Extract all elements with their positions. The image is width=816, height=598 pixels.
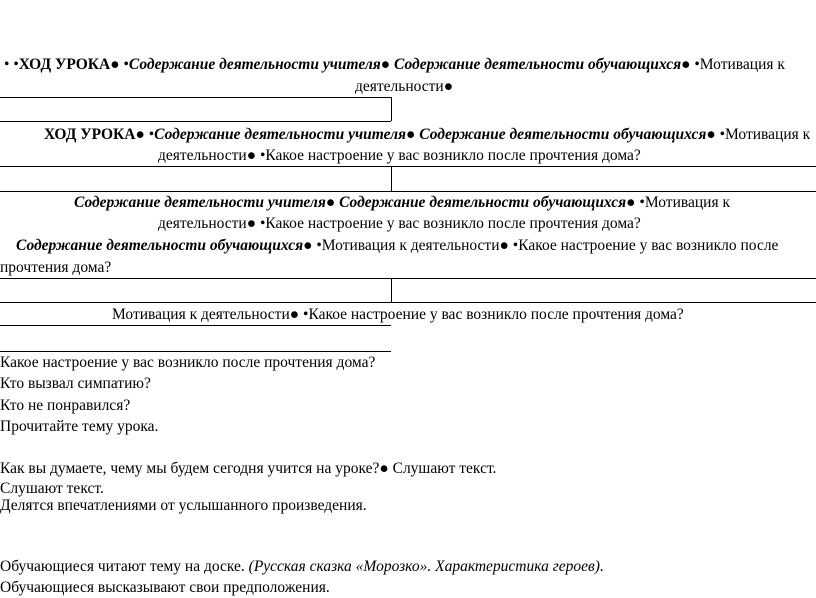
table-rule — [0, 166, 816, 167]
header-line-2: ХОД УРОКА● •Содержание деятельности учителя● Содержание деятельности обучающихся● •Мотивация к — [44, 126, 811, 143]
header-line-3b: деятельности● •Какое настроение у вас возникло после прочтения дома? — [158, 215, 641, 232]
header-line-5: Мотивация к деятельности● •Какое настроение у вас возникло после прочтения дома? — [112, 306, 684, 323]
header-line-2b: деятельности● •Какое настроение у вас возникло после прочтения дома? — [158, 147, 641, 164]
col3-title: Содержание деятельности обучающихся — [394, 56, 682, 73]
text-line: Кто не понравился? — [0, 397, 131, 414]
header-line-4: Содержание деятельности обучающихся● •Мотивация к деятельности● •Какое настроение у вас возникло после — [16, 237, 779, 254]
table-rule — [0, 97, 391, 98]
header-line-1: • •ХОД УРОКА● •Содержание деятельности учителя● Содержание деятельности обучающихся● •Мотивация к — [4, 56, 785, 73]
text-line: Делятся впечатлениями от услышанного произведения. — [0, 497, 367, 514]
text-line: Какое настроение у вас возникло после прочтения дома? — [0, 354, 376, 371]
table-rule — [391, 97, 392, 121]
text-line: Обучающиеся читают тему на доске. (Русская сказка «Морозко». Характеристика героев). — [0, 558, 604, 575]
col2-title: Содержание деятельности учителя — [128, 56, 381, 73]
table-rule — [0, 191, 816, 192]
table-rule — [391, 166, 392, 191]
header-line-4b: прочтения дома? — [0, 259, 112, 276]
text-line: Как вы думаете, чему мы будем сегодня учится на уроке?● Слушают текст. — [0, 460, 497, 477]
header-line-1b: деятельности● — [355, 78, 454, 95]
table-rule — [0, 325, 391, 326]
col1-title: ХОД УРОКА — [18, 56, 111, 73]
table-rule — [391, 278, 392, 302]
table-rule — [0, 278, 816, 279]
text-line: Слушают текст. — [0, 480, 104, 497]
text-line: Прочитайте тему урока. — [0, 418, 159, 435]
text-line: Кто вызвал симпатию? — [0, 375, 151, 392]
table-rule — [0, 302, 816, 303]
header-line-3: Содержание деятельности учителя● Содержание деятельности обучающихся● •Мотивация к — [74, 194, 730, 211]
table-rule — [0, 121, 391, 122]
table-rule — [0, 351, 391, 352]
text-line: Обучающиеся высказывают свои предположения. — [0, 579, 330, 596]
